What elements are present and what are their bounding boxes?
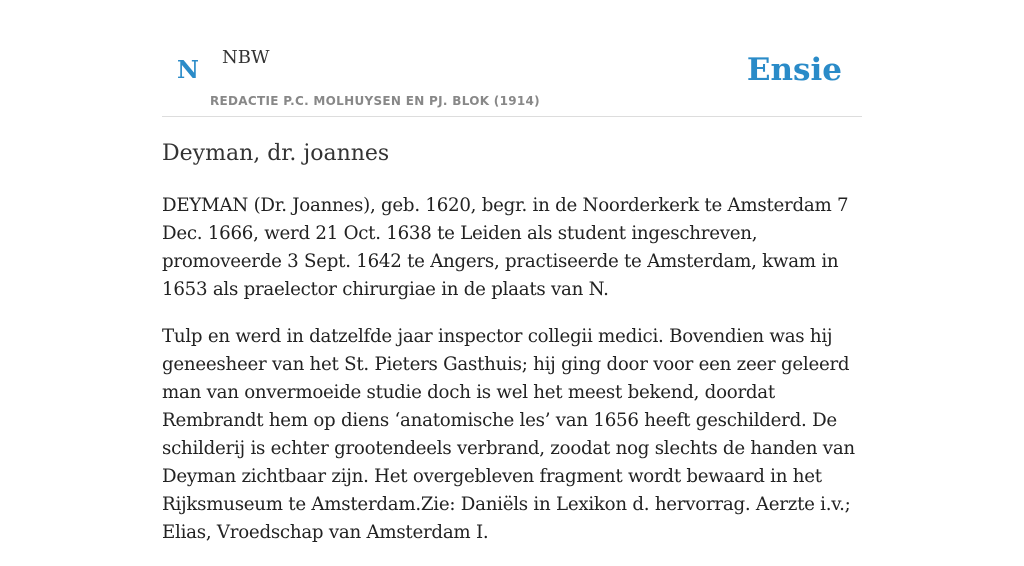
- article-body: [162, 192, 862, 566]
- article-paragraph: Tulp en werd in datzelfde jaar inspector collegii medici. Bovendien was hij geneesheer van het St. Pieters Gasthuis; hij ging door voor een zeer geleerd man van onvermoeide studie doch is wel het meest bekend, doordat Rembrandt hem op diens ‘anatomische les’ van 1656 heeft geschilderd. De schilderij is echter grootendeels verbrand, zoodat nog slechts de handen van Deyman zichtbaar zijn. Het overgebleven fragment wordt bewaard in het Rijksmuseum te Amsterdam.Zie: Daniëls in Lexikon d. hervorrag. Aerzte i.v.; Elias, Vroedschap van Amsterdam I.: [162, 326, 855, 543]
- page: [162, 0, 862, 543]
- article-title: Deyman, dr. joannes: [162, 141, 390, 166]
- source-name[interactable]: NBW: [222, 47, 270, 68]
- brand-logo[interactable]: Ensie: [746, 52, 842, 88]
- article-paragraph: DEYMAN (Dr. Joannes), geb. 1620, begr. in de Noorderkerk te Amsterdam 7 Dec. 1666, werd 21 Oct. 1638 te Leiden als student ingeschreven, promoveerde 3 Sept. 1642 te Angers, practiseerde te Amsterdam, kwam in 1653 als praelector chirurgiae in de plaats van N.: [162, 195, 849, 300]
- source-logo[interactable]: N: [177, 55, 199, 84]
- header: [162, 0, 862, 117]
- source-subtitle: REDACTIE P.C. MOLHUYSEN EN PJ. BLOK (1914): [210, 94, 540, 108]
